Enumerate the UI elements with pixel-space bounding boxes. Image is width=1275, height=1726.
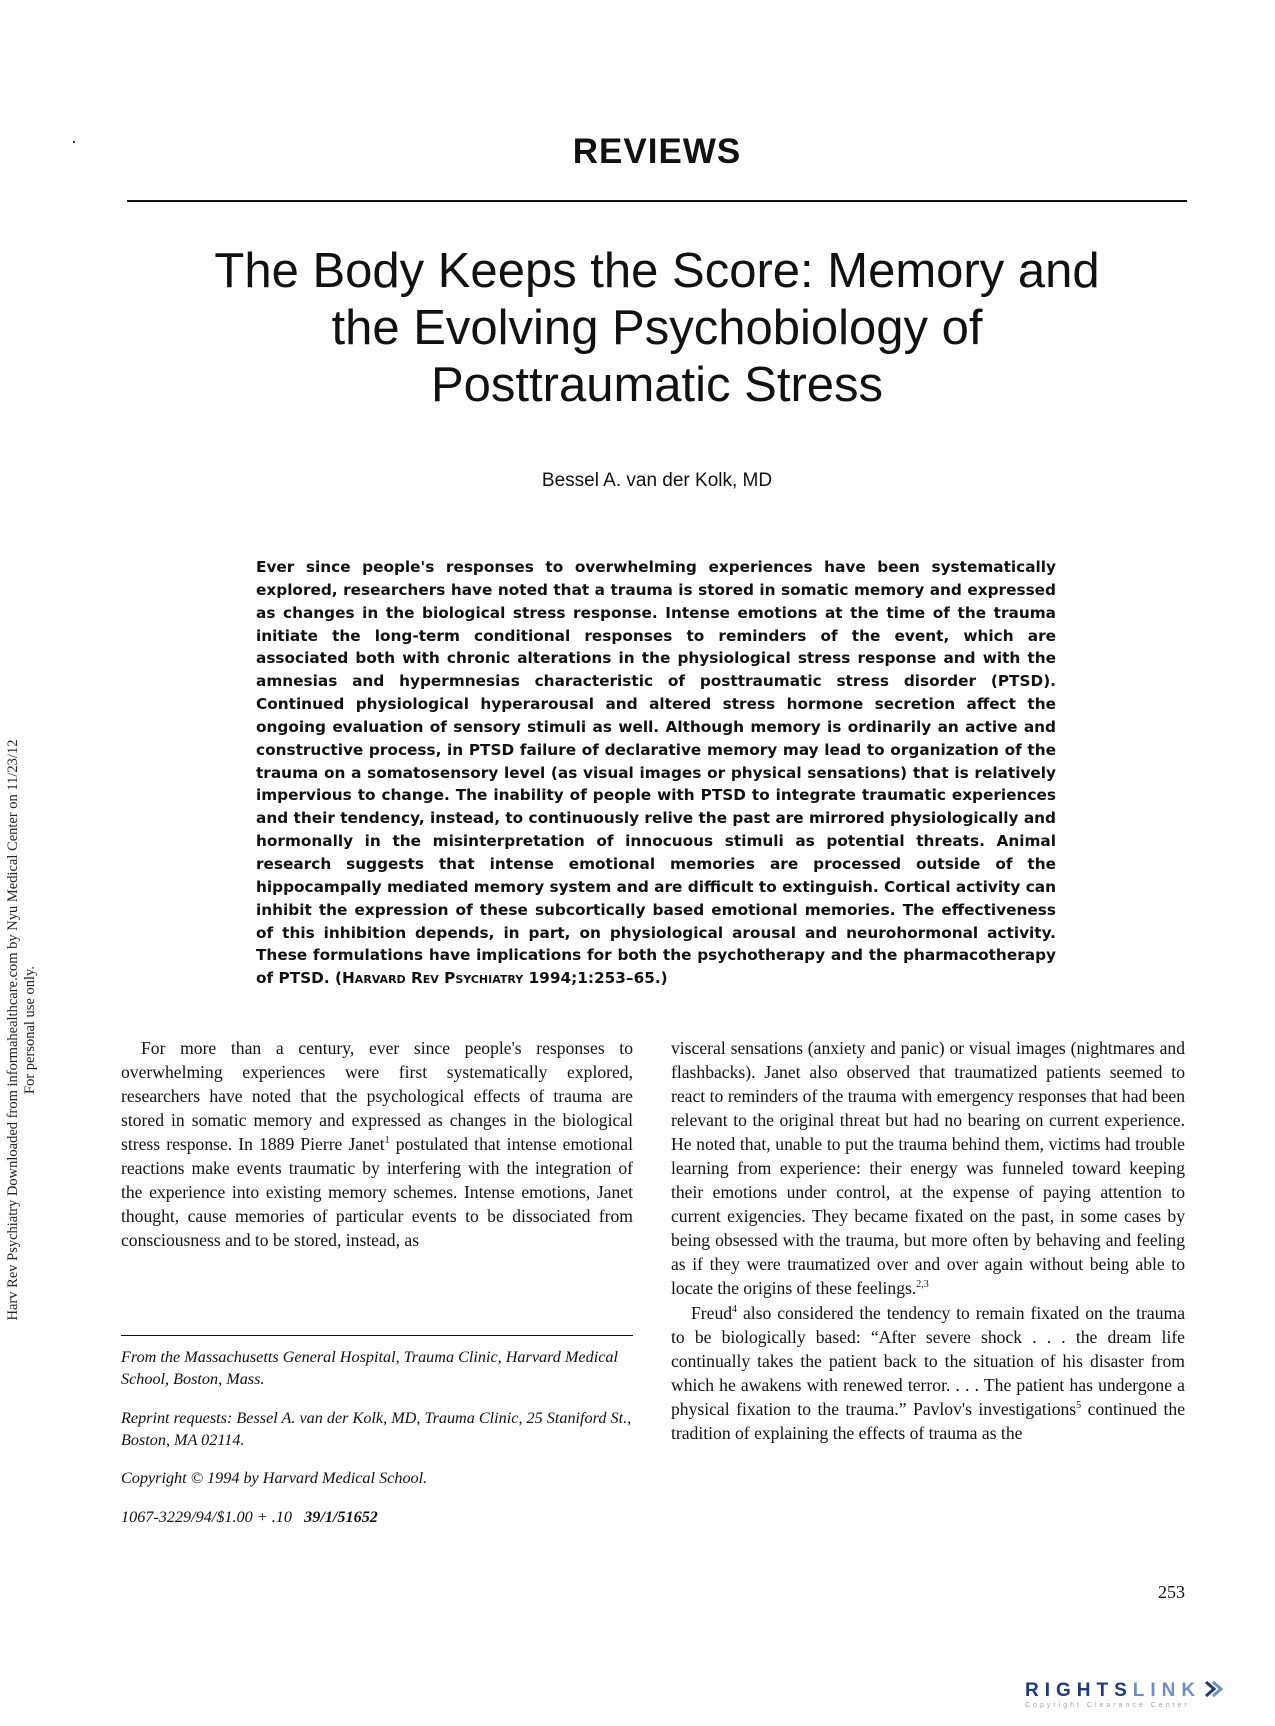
rightslink-tagline: Copyright Clearance Center	[1025, 1702, 1190, 1709]
footnote-ref: 4	[732, 1303, 738, 1315]
header-rule	[127, 200, 1187, 202]
title-line-3: Posttraumatic Stress	[430, 358, 884, 412]
footnote-ref: 2,3	[916, 1279, 929, 1291]
body-column-left	[121, 1036, 633, 1252]
body-paragraph: visceral sensations (anxiety and panic) or visual images (nightmares and flashbacks). Janet also observed that traumatized patients seemed to react to reminders of the trauma with emergency responses that had been relevant to the original threat but had no bearing on current experience. He noted that, unable to put the trauma behind them, victims had trouble learning from experience: their energy was funneled toward keeping their emotions under control, at the expense of paying attention to current exigencies. They became fixated on the past, in some cases by being obsessed with the trauma, but more often by behaving and feeling as if they were traumatized over and over again without being able to locate the origins of these feelings.$^{2,3}$	[671, 1038, 1185, 1299]
article-code: 1067-3229/94/$1.00 + .10 39/1/51652	[121, 1508, 378, 1526]
article-title	[127, 243, 1187, 414]
footnote-ref: 1	[384, 1135, 390, 1147]
reprint-note: Reprint requests: Bessel A. van der Kolk, MD, Trauma Clinic, 25 Staniford St., Boston, MA 02114.	[121, 1409, 632, 1449]
affiliation-note: From the Massachusetts General Hospital, Trauma Clinic, Harvard Medical School, Boston, Mass.	[121, 1348, 618, 1388]
watermark-line-1: Harv Rev Psychiatry Downloaded from informahealthcare.com by Nyu Medical Center on 11/23/12	[5, 739, 21, 1321]
rightslink-word-rights: RIGHTS	[1025, 1680, 1133, 1701]
body-column-right	[671, 1036, 1185, 1445]
scan-speck	[73, 141, 75, 143]
download-watermark	[0, 530, 44, 1530]
rightslink-word-link: LINK	[1132, 1680, 1202, 1701]
footnote-ref: 5	[1076, 1399, 1082, 1411]
chevron-logo-icon	[1203, 1680, 1223, 1698]
rightslink-logo	[1025, 1678, 1265, 1712]
author-byline: Bessel A. van der Kolk, MD	[541, 470, 773, 491]
body-paragraph: Freud$^4$ also considered the tendency to remain fixated on the trauma to be biologically based: “After severe shock . . . the dream life continually takes the patient back to the situation of his disaster from which he awakens with renewed terror. . . . The patient has undergone a physical fixation to the trauma.” Pavlov's investigations$^5$ continued the tradition of explaining the effects of trauma as the	[671, 1302, 1186, 1443]
abstract-text: Ever since people's responses to overwhelming experiences have been systematically explored, researchers have noted that a trauma is stored in somatic memory and expressed as changes in the biological stress response. Intense emotions at the time of the trauma initiate the long-term conditional responses to reminders of the event, which are associated both with chronic alterations in the physiological stress response and with the amnesias and hypermnesias characteristic of posttraumatic stress disorder (PTSD). Continued physiological hyperarousal and altered stress hormone secretion affect the ongoing evaluation of sensory stimuli as well. Although memory is ordinarily an active and constructive process, in PTSD failure of declarative memory may lead to organization of the trauma on a somatosensory level (as visual images or physical sensations) that is relatively impervious to change. The inability of people with PTSD to integrate traumatic experiences and their tendency, instead, to continuously relive the past are mirrored physiologically and hormonally in the misinterpretation of innocuous stimuli as potential threats. Animal research suggests that intense emotional memories are processed outside of the hippocampally mediated memory system and are difficult to extinguish. Cortical activity can inhibit the expression of these subcortically based emotional memories. The effectiveness of this inhibition depends, in part, on physiological arousal and neurohormonal activity. These formulations have implications for both the psychotherapy and the pharmacotherapy of PTSD.	[256, 558, 1056, 988]
citation-journal: Harvard Rev Psychiatry	[342, 969, 524, 988]
title-line-2: the Evolving Psychobiology of	[331, 301, 983, 355]
page-number: 253	[1158, 1582, 1185, 1602]
abstract	[256, 556, 1056, 990]
copyright-note: Copyright © 1994 by Harvard Medical School.	[121, 1469, 428, 1487]
section-heading: REVIEWS	[572, 132, 742, 171]
body-paragraph: For more than a century, ever since people's responses to overwhelming experiences were first systematically explored, researchers have noted that the psychological effects of trauma are stored in somatic memory and expressed as changes in the biological stress response. In 1889 Pierre Janet$^1$ postulated that intense emotional reactions make events traumatic by interfering with the integration of the experience into existing memory schemes. Intense emotions, Janet thought, cause memories of particular events to be dissociated from consciousness and to be stored, instead, as	[121, 1038, 633, 1251]
abstract-citation: (Harvard Rev Psychiatry 1994;1:253–65.)	[335, 969, 668, 988]
footnote-rule	[121, 1335, 633, 1336]
watermark-line-2: For personal use only.	[22, 966, 38, 1094]
title-line-1: The Body Keeps the Score: Memory and	[214, 244, 1100, 298]
citation-ref: 1994;1:253–65.)	[528, 969, 668, 988]
